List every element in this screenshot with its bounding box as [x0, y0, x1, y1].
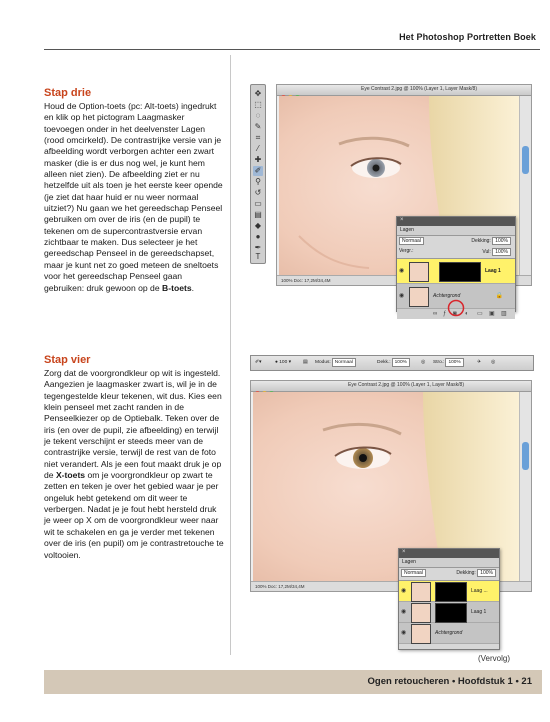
lock-row	[397, 248, 515, 259]
blend-row	[399, 568, 499, 581]
step-three-body	[44, 101, 224, 294]
step-four-text-a: Zorg dat de voorgrondkleur op wit is ingesteld. Aangezien je laagmasker zwart is, wil je in de tegengestelde kleur tekenen, wit dus. Kies een klein penseel met zacht randen in de Penseelkiezer op de Optiebalk. Teken over de iris (en over de pupil, zie afbeelding) en terwijl je tekent verschijnt er steeds meer van de contrastrijke versie, terwijl de rest van de foto niet verandert. Als je een fout maakt druk je op de	[44, 368, 222, 481]
opacity-label: Dekk.:	[377, 360, 391, 365]
vertical-scrollbar[interactable]	[519, 392, 531, 581]
opacity-control	[456, 569, 496, 577]
status-bar: 100% Doc: 17,2M/34,4M	[251, 581, 531, 591]
marquee-tool-icon[interactable]: ⬚	[254, 100, 262, 109]
stamp-tool-icon[interactable]: ⚲	[255, 177, 261, 186]
layers-panel-2	[398, 548, 500, 650]
layer-name: Laag 1	[471, 609, 487, 615]
flow-input[interactable]: 100%	[445, 358, 463, 367]
opacity-label: Dekking:	[471, 238, 491, 244]
step-four-text-b: om je voorgrondkleur op zwart te zetten en teken je over het gebied waar je per ongeluk hebt getekend om dit weer te verbergen. Nadat je je fout hebt hersteld druk je weer op X om de voorgrondkleur weer naar wit te schakelen en ga je verder met tekenen over de iris (en pupil) om je contrastretouche te voltooien.	[44, 470, 224, 560]
footer-chapter-page: Ogen retoucheren • Hoofdstuk 1 • 21	[367, 676, 532, 687]
eye-icon[interactable]: ◉	[399, 293, 405, 299]
fill-input[interactable]: 100%	[492, 248, 511, 256]
pen-tool-icon[interactable]: ✒	[254, 243, 262, 252]
adjustment-icon[interactable]: ◐	[465, 311, 469, 317]
quick-select-tool-icon[interactable]: ✎	[254, 122, 262, 131]
brush-size: 100	[279, 360, 288, 365]
opacity-input[interactable]: 100%	[392, 358, 410, 367]
opacity-control	[471, 237, 511, 245]
pressure-size-icon[interactable]: ◎	[491, 360, 496, 365]
layer-row[interactable]	[399, 581, 499, 602]
layer-thumbnail	[409, 287, 429, 307]
fill-label: Vul:	[482, 249, 491, 255]
blend-mode-select[interactable]: Normaal	[399, 237, 424, 245]
blend-mode-select[interactable]: Normaal	[401, 569, 426, 577]
column-divider	[230, 55, 231, 655]
opacity-input[interactable]: 100%	[477, 569, 496, 577]
red-highlight-circle	[447, 299, 465, 317]
scroll-thumb[interactable]	[522, 442, 529, 470]
window-titlebar	[251, 381, 531, 392]
panel-tab-layers[interactable]: Lagen	[397, 226, 515, 236]
opacity-input[interactable]: 100%	[492, 237, 511, 245]
lock-label: Vergr.:	[399, 248, 414, 254]
step-three	[44, 87, 224, 294]
blur-tool-icon[interactable]: ◆	[254, 221, 262, 230]
tools-palette	[250, 84, 266, 264]
running-header: Het Photoshop Portretten Boek	[399, 32, 536, 42]
lasso-tool-icon[interactable]: ◌	[255, 111, 261, 120]
eraser-tool-icon[interactable]: ▭	[254, 199, 262, 208]
fill-control	[482, 248, 511, 256]
eye-icon[interactable]: ◉	[401, 588, 407, 594]
layer-row[interactable]	[399, 602, 499, 623]
window-title: Eye Contrast 2.jpg @ 100% (Layer 1, Layer Mask/8)	[361, 86, 477, 92]
opacity-label: Dekking:	[456, 570, 476, 576]
step-three-text-a: Houd de Option-toets (pc: Alt-toets) ingedrukt en klik op het pictogram Laagmasker toevoegen onder in het deelvenster Lagen (rood omcirkeld). De contrastrijke versie van je afbeelding wordt verborgen achter een zwart masker (die is er dus nog wel, je kunt hem alleen niet zien). De afbeelding ziet er nu hetzelfde uit als toen je het eerste keer opende (je ziet dat haar huid er nu weer normaal uitziet?) Nu gaan we het gereedschap Penseel gebruiken om over de iris (en de pupil) te tekenen om de supercontrastversie ervan zichtbaar te maken. Dus selecteer je het gereedschap Penseel in de gereedschapset, maar je kunt net zo goed meteen de sneltoets voor het gereedschap Penseel gaan gebruiken: druk gewoon op de	[44, 101, 223, 293]
options-bar	[250, 355, 534, 371]
layer-mask-thumbnail[interactable]	[435, 582, 467, 602]
brush-picker[interactable]: ● 100 ▾	[275, 360, 291, 365]
layer-thumbnail	[411, 582, 431, 602]
type-tool-icon[interactable]: T	[255, 252, 261, 261]
flow-label: Stro.:	[433, 360, 445, 365]
new-layer-icon[interactable]: ▣	[489, 311, 495, 317]
panel-titlebar	[399, 549, 499, 558]
layer-thumbnail	[411, 624, 431, 644]
scroll-thumb[interactable]	[522, 146, 529, 174]
window-titlebar	[277, 85, 531, 96]
panel-tab-layers[interactable]: Lagen	[399, 558, 499, 568]
layer-name: Achtergrond	[433, 293, 461, 299]
header-rule	[44, 49, 540, 50]
eyedropper-tool-icon[interactable]: ⁄	[257, 144, 259, 153]
layer-thumbnail	[411, 603, 431, 623]
opacity-control	[377, 358, 410, 367]
step-four-body	[44, 368, 224, 561]
dodge-tool-icon[interactable]: ●	[255, 232, 261, 241]
step-four-key: X-toets	[55, 470, 86, 481]
continued-note: (Vervolg)	[477, 654, 510, 663]
airbrush-icon[interactable]: ✈	[477, 360, 482, 365]
mode-label: Modus:	[315, 360, 331, 365]
window-title: Eye Contrast 2.jpg @ 100% (Layer 1, Layer Mask/8)	[348, 382, 464, 388]
layer-row[interactable]	[399, 623, 499, 644]
status-bar: 100% Doc: 17,2M/34,4M	[277, 275, 531, 285]
brush-panel-icon[interactable]: ▤	[303, 360, 308, 365]
brush-tool-preset-icon[interactable]: ✐▾	[255, 360, 262, 365]
eye-icon[interactable]: ◉	[399, 268, 405, 274]
fx-icon[interactable]: ƒ	[443, 311, 447, 317]
move-tool-icon[interactable]: ✥	[254, 89, 262, 98]
step-three-text-b: .	[191, 282, 195, 293]
layer-mask-thumbnail[interactable]	[435, 603, 467, 623]
healing-tool-icon[interactable]: ✚	[254, 155, 262, 164]
mode-select[interactable]: Normaal	[332, 358, 356, 367]
brush-tool-icon[interactable]: ✐	[254, 166, 262, 175]
step-four	[44, 354, 224, 561]
step-three-heading: Stap drie	[44, 87, 92, 99]
layer-name: Laag ...	[471, 588, 488, 594]
add-layer-mask-icon[interactable]: ◙	[453, 311, 457, 317]
close-icon[interactable]: ×	[400, 217, 404, 223]
layer-name: Laag 1	[485, 268, 501, 274]
link-icon[interactable]: ∞	[433, 311, 438, 317]
step-three-key: B-toets	[162, 282, 192, 293]
layer-row[interactable]	[397, 259, 515, 284]
layer-thumbnail	[409, 262, 429, 282]
close-icon[interactable]: ×	[402, 549, 406, 555]
mode-control	[315, 358, 356, 367]
panel-titlebar	[397, 217, 515, 226]
step-four-heading: Stap vier	[44, 354, 91, 366]
folder-icon[interactable]: ▭	[477, 311, 483, 317]
layers-panel-1	[396, 216, 516, 317]
flow-control	[433, 358, 464, 367]
trash-icon[interactable]: ▥	[501, 311, 507, 317]
pressure-opacity-icon[interactable]: ◎	[421, 360, 426, 365]
gradient-tool-icon[interactable]: ▤	[254, 210, 262, 219]
lock-icon: 🔒	[495, 293, 503, 299]
eye-icon[interactable]: ◉	[401, 609, 407, 615]
vertical-scrollbar[interactable]	[519, 96, 531, 275]
layer-mask-thumbnail[interactable]	[439, 262, 481, 282]
eye-icon[interactable]: ◉	[401, 630, 407, 636]
history-brush-tool-icon[interactable]: ↺	[254, 188, 262, 197]
crop-tool-icon[interactable]: ⌗	[255, 133, 261, 142]
blend-row	[397, 236, 515, 248]
footer-band	[44, 670, 542, 694]
layer-name: Achtergrond	[435, 630, 463, 636]
